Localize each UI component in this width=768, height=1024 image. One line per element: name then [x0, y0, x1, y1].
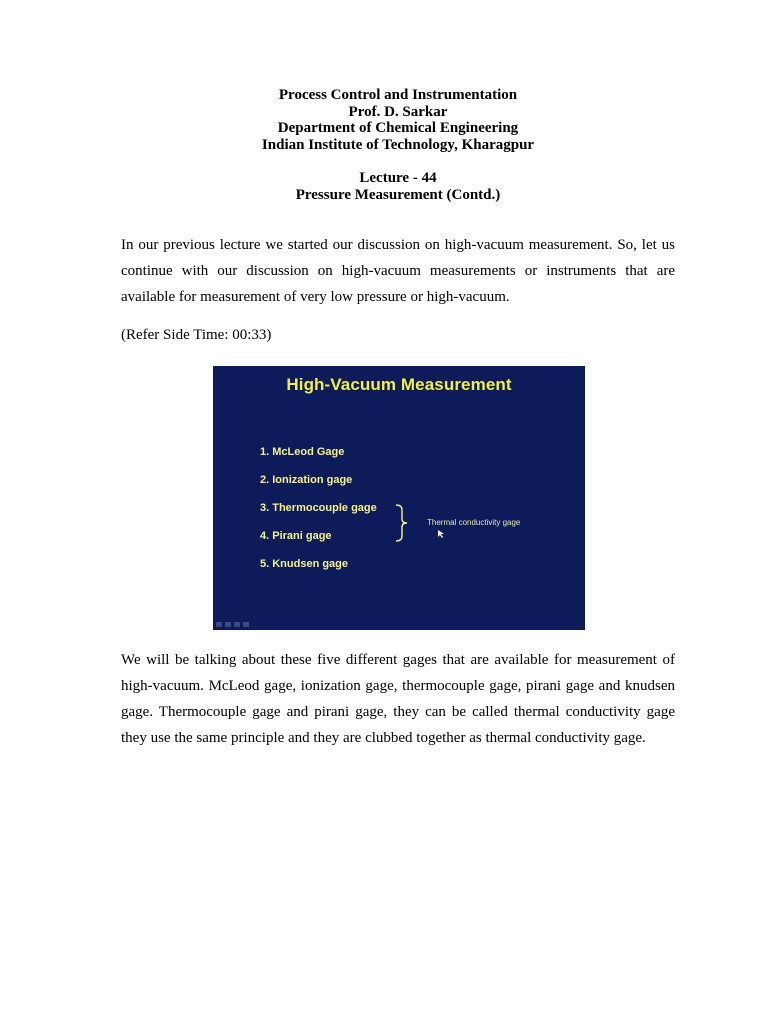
lecture-number: Lecture - 44	[359, 170, 437, 186]
slide-item-knudsen: 5. Knudsen gage	[260, 558, 349, 570]
slide-item-pirani: 4. Pirani gage	[260, 530, 332, 542]
slide-item-thermocouple: 3. Thermocouple gage	[260, 502, 377, 514]
pen-icon[interactable]	[225, 622, 231, 627]
next-slide-icon[interactable]	[243, 622, 249, 627]
header-spacer	[0, 153, 768, 170]
lecture-topic: Pressure Measurement (Contd.)	[295, 186, 501, 203]
intro-paragraph: In our previous lecture we started our discussion on high-vacuum measurement. So, let us continue with our discussion on high-vacuum measurements or instruments that are available for measurement of very low pressure or high-vacuum.	[121, 237, 675, 305]
course-title: Process Control and Instrumentation	[278, 87, 518, 103]
prev-slide-icon[interactable]	[216, 622, 222, 627]
slide-time-reference: (Refer Side Time: 00:33)	[121, 327, 272, 343]
institute-name: Indian Institute of Technology, Kharagpur	[261, 136, 535, 153]
slide-item-ionization: 2. Ionization gage	[260, 474, 353, 486]
slide-item-mcleod: 1. McLeod Gage	[260, 446, 345, 458]
lecture-slide	[213, 366, 585, 630]
slide-title: High-Vacuum Measurement	[286, 375, 512, 394]
gages-paragraph: We will be talking about these five different gages that are available for measurement of high-vacuum. McLeod gage, ionization gage, thermocouple gage, pirani gage and knudsen gage. Thermocouple gage and pirani gage, they can be called thermal conductivity gage they use the same principle and they are clubbed together as thermal conductivity gage.	[121, 652, 675, 746]
thermal-conductivity-label: Thermal conductivity gage	[427, 518, 521, 527]
lecture-header	[0, 87, 768, 203]
professor-name: Prof. D. Sarkar	[348, 103, 448, 120]
slide-toolbar	[216, 622, 249, 627]
right-brace-icon	[395, 504, 408, 542]
mouse-cursor-icon	[438, 530, 444, 538]
menu-icon[interactable]	[234, 622, 240, 627]
department-name: Department of Chemical Engineering	[277, 120, 519, 136]
